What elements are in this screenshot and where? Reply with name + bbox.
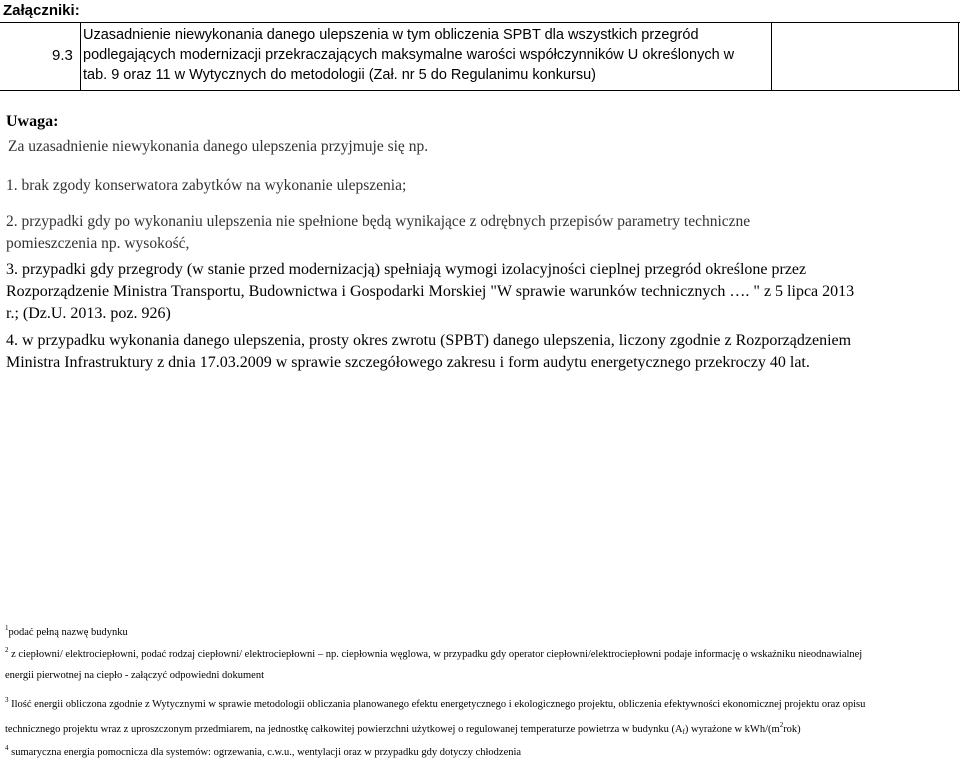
footnote-3-text-3: ) wyrażone w kWh/(m	[684, 724, 780, 735]
footnote-3-superscript: 2	[779, 721, 784, 729]
footnote-2-text-2: energii pierwotnej na ciepło - załączyć odpowiedni dokument	[5, 670, 265, 681]
reason-item-4-line-2: Ministra Infrastruktury z dnia 17.03.2009 w sprawie szczegółowego zakresu i form audytu energetycznego przekroczy 40 lat.	[6, 354, 810, 371]
footnote-1-marker: 1	[5, 624, 9, 632]
reason-item-3-line-2: Rozporządzenie Ministra Transportu, Budownictwa i Gospodarki Morskiej "W sprawie warunków technicznych …. " z 5 lipca 2013	[6, 283, 855, 300]
footnote-4	[5, 738, 955, 763]
header-bottom-rule	[0, 90, 960, 91]
footnote-4-text: sumaryczna energia pomocnicza dla systemów: ogrzewania, c.w.u., wentylacji oraz w przypadku gdy dotyczy chłodzenia	[8, 747, 522, 758]
note-title: Uwaga:	[6, 113, 59, 130]
footnote-3-marker: 3	[5, 696, 9, 704]
reason-item-3	[6, 259, 951, 325]
footnote-2-marker: 2	[5, 646, 9, 654]
reason-item-3-line-3: r.; (Dz.U. 2013. poz. 926)	[6, 305, 171, 322]
reason-item-3-line-1: 3. przypadki gdy przegrody (w stanie przed modernizacją) spełniają wymogi izolacyjności cieplnej przegród określone przez	[6, 261, 807, 278]
footnote-3-subscript: f	[682, 728, 685, 736]
footnote-1-text: podać pełną nazwę budynku	[8, 627, 128, 638]
footnote-3-text-2: technicznego projektu wraz z uproszczonym przedmiarem, na jednostkę całkowitej powierzchni użytkowej o regulowanej temperaturze powietrza w budynku (A	[5, 724, 683, 735]
header-col-rule-3	[958, 22, 959, 90]
attachment-line-2: podlegających modernizacji przekraczających maksymalne warości współczynników U określonych w	[83, 47, 735, 63]
footnote-2-text-1: z ciepłowni/ elektrociepłowni, podać rodzaj ciepłowni/ elektrociepłowni – np. ciepłownia węglowa, w przypadku gdy operator ciepłowni/elektrociepłowni podaje informację o wskaźniku nieodnawialnej	[8, 649, 863, 660]
attachment-line-3: tab. 9 oraz 11 w Wytycznych do metodologii (Zał. nr 5 do Regulanimu konkursu)	[83, 67, 596, 83]
reason-item-4-line-1: 4. w przypadku wykonania danego ulepszenia, prosty okres zwrotu (SPBT) danego ulepszenia, liczony zgodnie z Rozporządzeniem	[6, 332, 852, 349]
attachment-description	[83, 25, 763, 85]
reason-item-2	[6, 211, 951, 255]
reason-item-1: 1. brak zgody konserwatora zabytków na wykonanie ulepszenia;	[6, 177, 407, 194]
reason-item-2-line-2: pomieszczenia np. wysokość,	[6, 235, 190, 252]
reason-item-4	[6, 330, 951, 374]
note-intro: Za uzasadnienie niewykonania danego ulepszenia przyjmuje się np.	[8, 138, 429, 155]
footnote-3-text-1: Ilość energii obliczona zgodnie z Wytycznymi w sprawie metodologii obliczania planowanego efektu energetycznego i ekologicznego projektu, obliczenia efektywności ekonomicznej projektu oraz opisu	[8, 699, 866, 710]
header-col-rule-2	[771, 22, 772, 90]
attachment-number: 9.3	[52, 47, 73, 64]
attachments-label: Załączniki:	[3, 2, 80, 19]
reason-item-2-line-1: 2. przypadki gdy po wykonaniu ulepszenia nie spełnione będą wynikające z odrębnych przepisów parametry techniczne	[6, 213, 751, 230]
attachments-header	[0, 0, 960, 91]
footnote-3	[5, 690, 955, 743]
footnote-3-text-4: rok)	[783, 724, 801, 735]
header-col-rule-1	[80, 22, 81, 90]
attachment-line-1: Uzasadnienie niewykonania danego ulepszenia w tym obliczenia SPBT dla wszystkich przegród	[83, 27, 699, 43]
footnote-2	[5, 640, 955, 686]
header-top-rule	[0, 22, 960, 23]
footnote-4-marker: 4	[5, 744, 9, 752]
